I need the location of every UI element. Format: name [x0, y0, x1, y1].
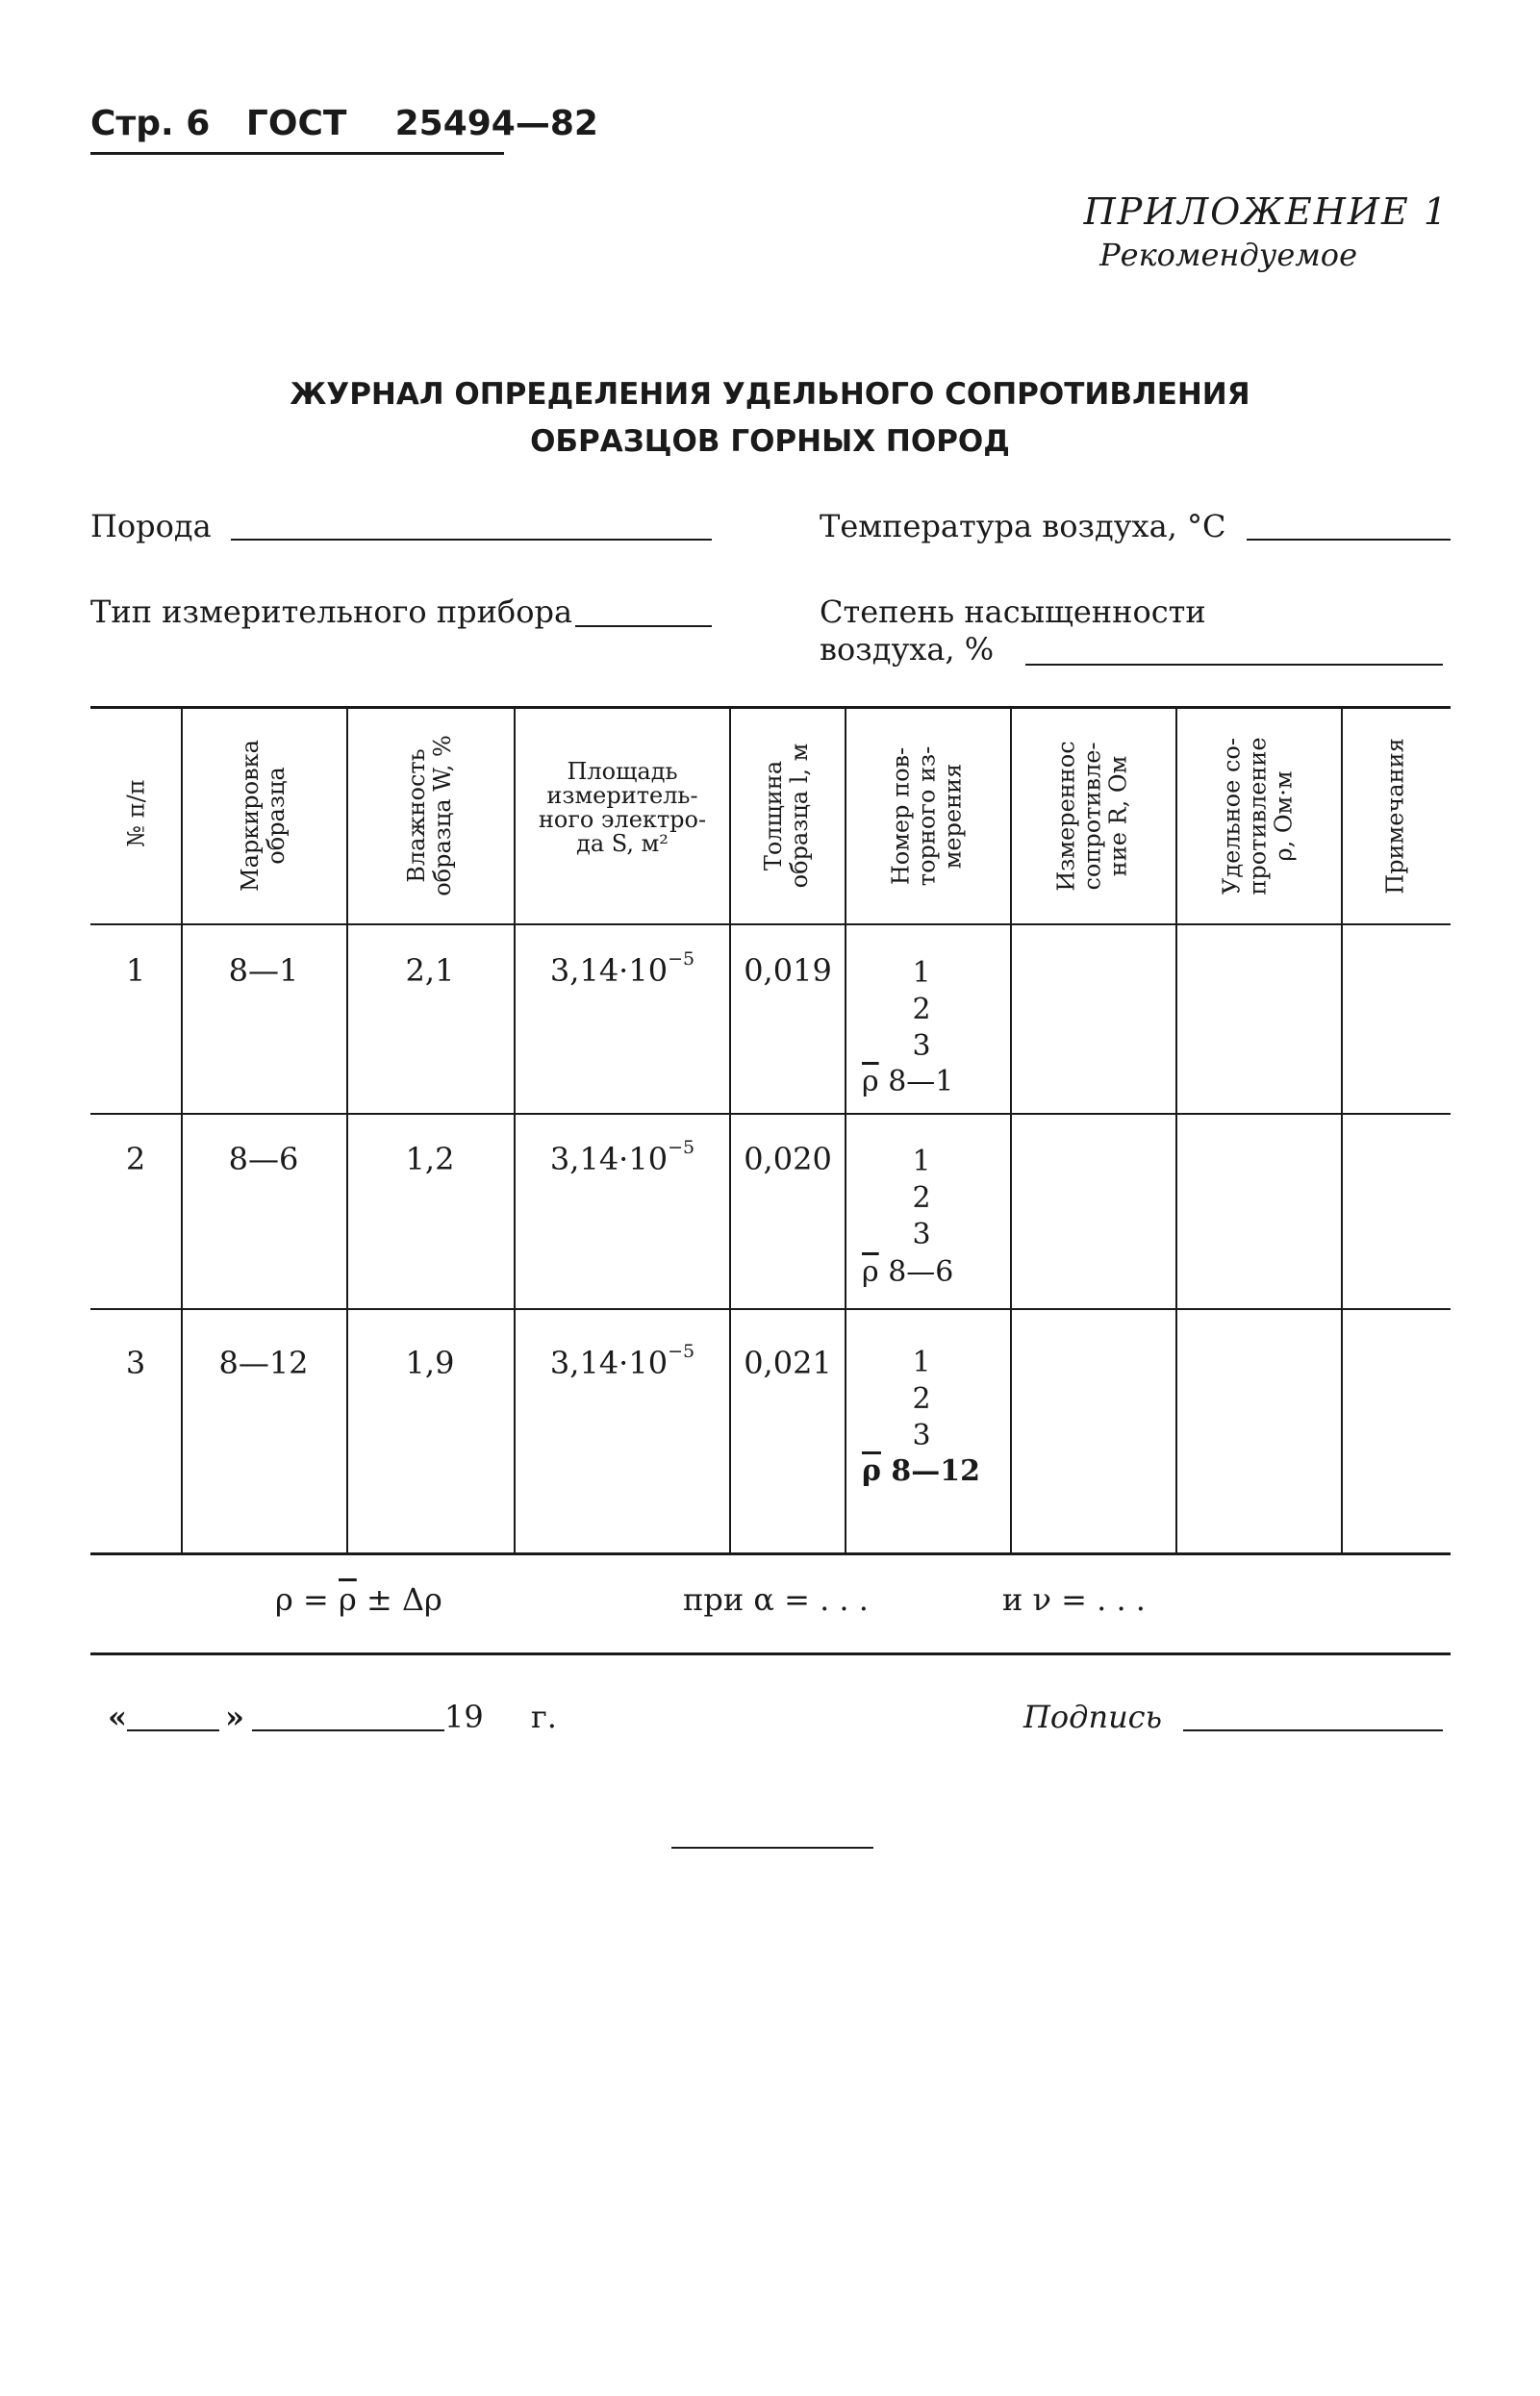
sample-thickness: 0,019	[744, 952, 832, 989]
electrode-area: $3,14\cdot 10^{-5}$	[549, 1137, 695, 1177]
row-number: 1	[125, 952, 146, 989]
col-header-thickness: Толщина образца l, м	[760, 743, 813, 889]
sample-marking: 8—6	[228, 1141, 299, 1177]
table-top-rule	[90, 706, 1451, 709]
col-header-moisture: Влажность образца W, %	[403, 735, 456, 896]
col-divider	[181, 708, 183, 1552]
row2-rule	[90, 1308, 1451, 1310]
col-divider	[1010, 708, 1012, 1552]
repeat-number: 1	[912, 1145, 931, 1178]
col-divider	[1175, 708, 1177, 1552]
row1-rule	[90, 1113, 1451, 1115]
signature-label: Подпись	[1023, 1699, 1163, 1735]
col-header-number: № п/п	[122, 779, 150, 847]
air-temp-field-line[interactable]	[1247, 539, 1451, 541]
col-divider	[845, 708, 846, 1552]
journal-title-line2: ОБРАЗЦОВ ГОРНЫХ ПОРОД	[530, 424, 1010, 459]
quote-open: «	[108, 1699, 127, 1735]
repeat-number: 1	[912, 1346, 931, 1379]
col-divider	[346, 708, 348, 1552]
sample-marking: 8—12	[218, 1345, 309, 1381]
nu-formula: и ν = . . .	[1002, 1581, 1146, 1618]
col-header-repeat: Номер пов- торного из- мерения	[887, 745, 967, 887]
electrode-area: $3,14\cdot 10^{-5}$	[549, 1341, 695, 1381]
standard-label: ГОСТ	[245, 104, 347, 143]
closing-rule	[671, 1847, 873, 1849]
row-number: 2	[125, 1141, 146, 1177]
standard-number: 25494—82	[394, 104, 598, 143]
header-rule	[90, 152, 504, 155]
appendix-title: ПРИЛОЖЕНИЕ 1	[1083, 190, 1449, 233]
repeat-number: 3	[912, 1419, 931, 1452]
sample-thickness: 0,020	[744, 1141, 832, 1177]
result-formula: $\rho = \overline{\rho} \pm \Delta\rho$	[275, 1581, 442, 1618]
saturation-label-line2: воздуха, %	[820, 631, 995, 668]
sample-marking: 8—1	[228, 952, 299, 989]
col-header-marking: Маркировка образца	[237, 740, 290, 892]
sample-moisture: 1,2	[405, 1141, 455, 1177]
saturation-label-line1: Степень насыщенности	[820, 593, 1206, 630]
col-header-specific-resistance: Удельное со- противление ρ, Ом·м	[1218, 737, 1298, 895]
col-divider	[1341, 708, 1343, 1552]
mean-rho-label: $\overline{\rho}$ 8—1	[862, 1065, 954, 1098]
day-field-line[interactable]	[127, 1729, 219, 1731]
year-suffix: г.	[531, 1699, 557, 1735]
year-prefix: 19	[444, 1699, 484, 1735]
repeat-number: 3	[912, 1029, 931, 1063]
month-field-line[interactable]	[252, 1729, 444, 1731]
formula-rule	[90, 1652, 1451, 1655]
device-type-field-line[interactable]	[575, 625, 712, 627]
col-header-resistance: Измереннос сопротивле- ние R, Ом	[1052, 741, 1132, 892]
repeat-number: 2	[912, 993, 931, 1026]
sample-moisture: 2,1	[405, 952, 455, 989]
alpha-formula: при α = . . .	[683, 1581, 869, 1618]
repeat-number: 2	[912, 1181, 931, 1215]
sample-thickness: 0,021	[744, 1345, 832, 1381]
mean-rho-label: $\overline{\rho}$ 8—6	[862, 1255, 954, 1289]
saturation-field-line[interactable]	[1025, 664, 1443, 666]
table-header-rule	[90, 923, 1451, 925]
electrode-area: $3,14\cdot 10^{-5}$	[549, 948, 695, 989]
repeat-number: 3	[912, 1218, 931, 1251]
repeat-number: 2	[912, 1382, 931, 1416]
device-type-label: Тип измерительного прибора	[90, 593, 573, 630]
appendix-subtitle: Рекомендуемое	[1099, 237, 1357, 273]
quote-close: »	[225, 1699, 244, 1735]
page-number: Стр. 6	[90, 104, 211, 143]
mean-rho-label: $\overline{\rho}$ 8—12	[862, 1454, 981, 1488]
col-divider	[729, 708, 731, 1552]
rock-field-line[interactable]	[231, 539, 712, 541]
signature-field-line[interactable]	[1183, 1729, 1443, 1731]
rock-label: Порода	[90, 508, 212, 544]
sample-moisture: 1,9	[405, 1345, 455, 1381]
journal-title-line1: ЖУРНАЛ ОПРЕДЕЛЕНИЯ УДЕЛЬНОГО СОПРОТИВЛЕНИЯ	[290, 377, 1250, 412]
repeat-number: 1	[912, 956, 931, 990]
row-number: 3	[125, 1345, 146, 1381]
col-header-area: Площадь измеритель- ного электро- да S, м²	[538, 758, 707, 857]
col-header-notes: Примечания	[1381, 738, 1409, 895]
table-bottom-rule	[90, 1552, 1451, 1555]
air-temp-label: Температура воздуха, °С	[820, 508, 1226, 544]
page-header	[90, 104, 598, 143]
